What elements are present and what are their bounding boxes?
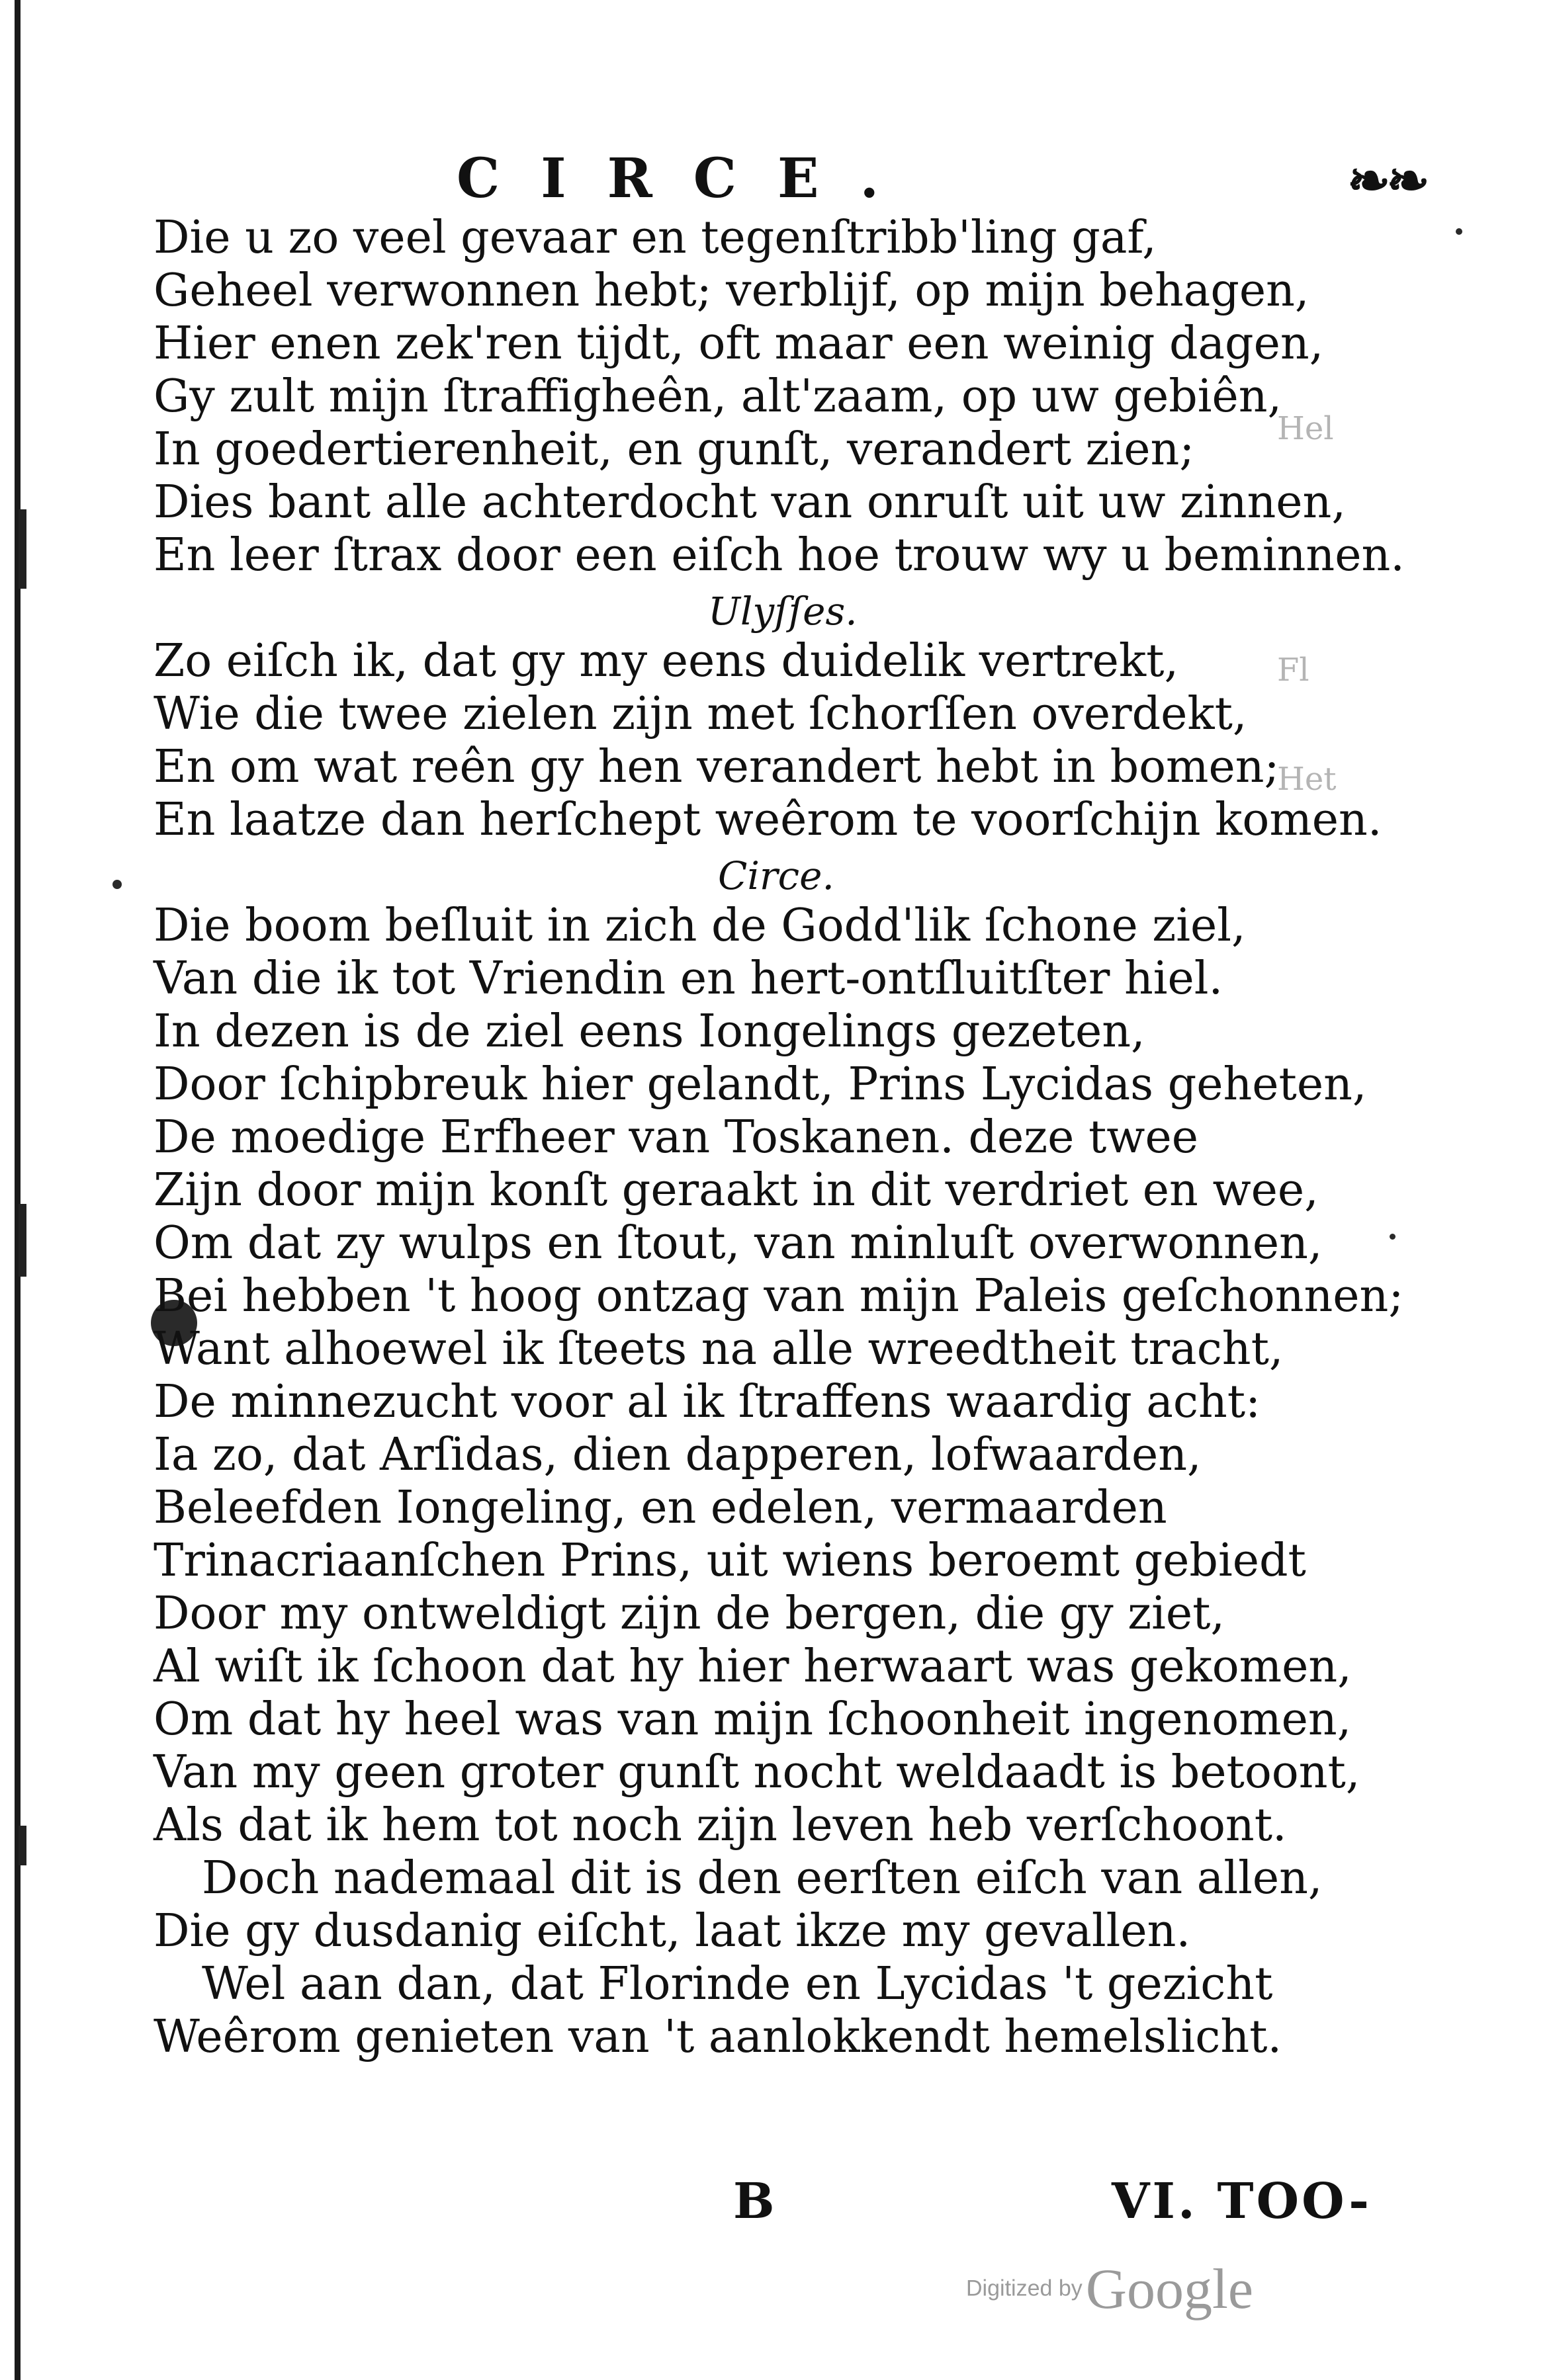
verse-line: En om wat reên gy hen verandert hebt in bomen; <box>154 741 1280 793</box>
verse-line: Die boom beſluit in zich de Godd'lik ſchone ziel, <box>154 900 1246 952</box>
verse-line: De minnezucht voor al ik ſtraffens waardig acht: <box>154 1376 1261 1428</box>
verse-line: Ia zo, dat Arſidas, dien dapperen, lofwaarden, <box>154 1429 1202 1481</box>
verse-line: Van my geen groter gunſt nocht weldaadt is betoont, <box>154 1746 1360 1799</box>
signature-mark: B <box>733 2173 775 2230</box>
verse-line: Wie die twee zielen zijn met ſchorſſen overdekt, <box>154 688 1247 740</box>
verse-line: Geheel verwonnen hebt; verblijf, op mijn behagen, <box>154 265 1309 317</box>
verse-line: Al wiſt ik ſchoon dat hy hier herwaart was gekomen, <box>154 1640 1352 1693</box>
verse-line: Dies bant alle achterdocht van onruſt uit uw zinnen, <box>154 476 1346 529</box>
speaker-name: Circe. <box>718 853 834 898</box>
ink-speck <box>1456 228 1462 235</box>
verse-line: En laatze dan herſchept weêrom te voorſchijn komen. <box>154 794 1382 846</box>
verse-line-indented: Wel aan dan, dat Florinde en Lycidas 't gezicht <box>202 1958 1273 2010</box>
binding-edge <box>15 0 21 2380</box>
show-through-text: Hel <box>1277 410 1334 447</box>
watermark-brand: Google <box>1085 2257 1254 2320</box>
digitization-watermark <box>966 2256 1253 2322</box>
running-title: CIRCE. <box>457 147 920 210</box>
verse-line: In dezen is de ziel eens Iongelings gezeten, <box>154 1005 1145 1058</box>
verse-line: Trinacriaanſchen Prins, uit wiens beroemt gebiedt <box>154 1535 1306 1587</box>
edge-mark <box>19 1826 26 1865</box>
watermark-prefix: Digitized by <box>966 2275 1083 2301</box>
verse-line: Door ſchipbreuk hier gelandt, Prins Lycidas geheten, <box>154 1058 1367 1111</box>
verse-line: Die u zo veel gevaar en tegenſtribb'ling gaf, <box>154 212 1157 264</box>
verse-line: Bei hebben 't hoog ontzag van mijn Paleis geſchonnen; <box>154 1270 1404 1322</box>
verse-line: Hier enen zek'ren tijdt, oft maar een weinig dagen, <box>154 318 1324 370</box>
verse-line: Zijn door mijn konſt geraakt in dit verdriet en wee, <box>154 1164 1319 1216</box>
speaker-name: Ulyſſes. <box>708 589 858 634</box>
verse-line: Als dat ik hem tot noch zijn leven heb verſchoont. <box>154 1799 1287 1851</box>
verse-line: Die gy dusdanig eiſcht, laat ikze my gevallen. <box>154 1905 1191 1957</box>
folio-mark: ❧❧ <box>1347 151 1426 211</box>
verse-line: Om dat zy wulps en ſtout, van minluſt overwonnen, <box>154 1217 1323 1269</box>
ink-speck <box>1390 1234 1396 1240</box>
edge-mark <box>19 509 26 589</box>
verse-line: En leer ſtrax door een eiſch hoe trouw wy u beminnen. <box>154 529 1405 581</box>
verse-line: Want alhoewel ik ſteets na alle wreedtheit tracht, <box>154 1323 1284 1375</box>
verse-line-indented: Doch nademaal dit is den eerſten eiſch van allen, <box>202 1852 1323 1904</box>
verse-line: De moedige Erfheer van Toskanen. deze twee <box>154 1111 1198 1164</box>
ink-speck <box>112 880 122 889</box>
verse-line: Door my ontweldigt zijn de bergen, die gy ziet, <box>154 1588 1225 1640</box>
verse-line: Gy zult mijn ſtraffigheên, alt'zaam, op uw gebiên, <box>154 370 1282 423</box>
verse-line: Weêrom genieten van 't aanlokkendt hemelslicht. <box>154 2011 1282 2063</box>
verse-line: Zo eiſch ik, dat gy my eens duidelik vertrekt, <box>154 635 1179 687</box>
verse-line: Van die ik tot Vriendin en hert-ontſluitſter hiel. <box>154 953 1223 1005</box>
edge-mark <box>19 1204 26 1277</box>
catchword: VI. TOO- <box>1112 2173 1372 2230</box>
verse-line: In goedertierenheit, en gunſt, verandert zien; <box>154 423 1195 476</box>
show-through-text: Het <box>1277 761 1337 798</box>
show-through-text: Fl <box>1277 652 1309 689</box>
verse-line: Om dat hy heel was van mijn ſchoonheit ingenomen, <box>154 1693 1352 1746</box>
verse-line: Beleefden Iongeling, en edelen, vermaarden <box>154 1482 1167 1534</box>
